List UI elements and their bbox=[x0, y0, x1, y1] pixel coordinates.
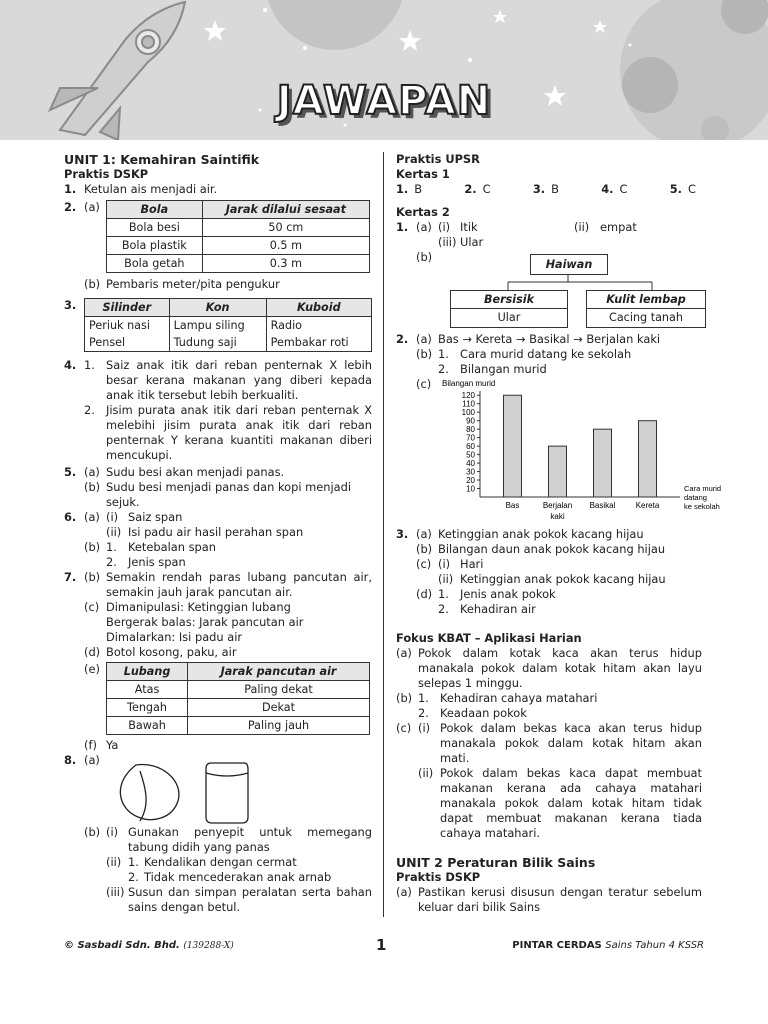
k2-q3d-1: (d) 1. Jenis anak pokok bbox=[416, 587, 556, 601]
bar-chart-svg bbox=[438, 377, 728, 537]
bar bbox=[549, 446, 567, 497]
x-tick-label: Basikal bbox=[589, 501, 616, 510]
x-axis-label: Cara murid bbox=[684, 484, 722, 493]
y-axis-label: Bilangan murid bbox=[442, 379, 496, 388]
y-tick-label: 70 bbox=[466, 433, 475, 443]
y-tick-label: 80 bbox=[466, 425, 475, 435]
k2-q2c: (c) Bilangan murid 10 20 30 40 50 60 70 80 90 100 110 120 Bas Berjalan kaki Basikal Kereta Cara murid datang ke sekolah bbox=[396, 377, 702, 527]
q7e: (e) Lubang Jarak pancutan air Atas Paling dekat Tengah Dekat Bawah Paling jauh bbox=[64, 662, 372, 735]
q8b-ii-2: 2. Tidak mencederakan anak arnab bbox=[128, 870, 332, 884]
kbat-b-2: 2. Keadaan pokok bbox=[418, 706, 527, 720]
mcq-answer: 2. C bbox=[464, 182, 491, 196]
q3-table bbox=[84, 298, 372, 352]
y-tick-label: 120 bbox=[461, 391, 475, 401]
k2-q1a-iii: (iii) Ular bbox=[438, 235, 484, 249]
table-row: Periuk nasi Lampu siling Radio bbox=[85, 317, 372, 335]
q6a-ii: (ii) Isi padu air hasil perahan span bbox=[106, 525, 304, 539]
q8b-ii-1: (ii) 1. Kendalikan dengan cermat bbox=[106, 855, 297, 869]
tree-branch-left: Bersisik Ular bbox=[450, 290, 568, 328]
x-tick-label: Kereta bbox=[635, 501, 660, 510]
q7f: (f) Ya bbox=[84, 738, 119, 752]
can-icon bbox=[206, 763, 248, 823]
q3: 3. Silinder Kon Kuboid Periuk nasi Lampu siling Radio Pensel Tudung saji Pembakar roti bbox=[64, 298, 372, 352]
classification-tree bbox=[442, 250, 702, 330]
y-tick-label: 60 bbox=[466, 442, 475, 452]
y-tick-label: 50 bbox=[466, 450, 475, 460]
table-row: Tengah Dekat bbox=[107, 699, 370, 717]
k2-q2b-2: 2. Bilangan murid bbox=[438, 362, 547, 376]
x-tick-label: Berjalan bbox=[542, 501, 573, 510]
table-row: Atas Paling dekat bbox=[107, 681, 370, 699]
mcq-answer: 5. C bbox=[669, 182, 696, 196]
q8-drawings bbox=[106, 753, 346, 825]
q2b: (b) Pembaris meter/pita pengukur bbox=[84, 277, 280, 291]
bar bbox=[504, 395, 522, 497]
k2-q3c-i: (c) (i) Hari bbox=[416, 557, 484, 571]
kbat-heading: Fokus KBAT – Aplikasi Harian bbox=[396, 631, 582, 645]
praktis-dskp-heading: Praktis DSKP bbox=[64, 167, 149, 181]
bar-chart bbox=[438, 377, 728, 527]
q5b: (b) Sudu besi menjadi panas dan kopi menjadi sejuk. bbox=[84, 480, 352, 509]
kbat-c-i: (c) (i) Pokok dalam bekas kaca akan terus hidup manakala pokok dalam kotak hitam akan mati. bbox=[396, 721, 702, 765]
q6a-i: 6. (a) (i) Saiz span bbox=[64, 510, 183, 524]
table-row: Bola getah 0.3 m bbox=[107, 255, 370, 273]
page-footer bbox=[64, 936, 704, 956]
q2-table bbox=[106, 200, 370, 273]
q4-1: 4. 1. Saiz anak itik dari reban penternak X lebih besar kerana makanan yang diberi kepada anak itik tersebut lebih berkualiti. bbox=[64, 358, 372, 402]
k2-q3d-2: 2. Kehadiran air bbox=[438, 602, 536, 616]
k2-q2a: 2. (a) Bas → Kereta → Basikal → Berjalan kaki bbox=[396, 332, 661, 346]
q8b-i: (b) (i) Gunakan penyepit untuk memegang tabung didih yang panas bbox=[84, 825, 372, 854]
page-title: JAWAPAN bbox=[276, 78, 492, 124]
leaf-icon bbox=[120, 764, 179, 821]
y-tick-label: 10 bbox=[466, 484, 475, 494]
right-column bbox=[396, 152, 722, 915]
q1: 1. Ketulan ais menjadi air. bbox=[64, 182, 218, 196]
q4-2: 2. Jisim purata anak itik dari reban penternak X melebihi jisim purata anak itik dari reban penternak Y kerana kuantiti makanan diberi mencukupi. bbox=[84, 403, 372, 462]
table-header: Lubang bbox=[107, 663, 188, 681]
q2: 2. (a) Bola Jarak dilalui sesaat Bola besi 50 cm Bola plastik 0.5 m Bola getah 0.3 m bbox=[64, 200, 372, 273]
mcq-answer: 3. B bbox=[532, 182, 559, 196]
q8b-iii: (iii) Susun dan simpan peralatan serta bahan sains dengan betul. bbox=[106, 885, 372, 914]
k2-q2b-1: (b) 1. Cara murid datang ke sekolah bbox=[416, 347, 632, 361]
x-axis-label: ke sekolah bbox=[684, 502, 720, 511]
kbat-a: (a) Pokok dalam kotak kaca akan terus hidup manakala pokok dalam kotak hitam akan layu selepas 1 minggu. bbox=[396, 646, 702, 690]
footer-book-title: PINTAR CERDAS Sains Tahun 4 KSSR bbox=[512, 940, 704, 951]
unit2-a: (a) Pastikan kerusi disusun dengan teratur sebelum keluar dari bilik Sains bbox=[396, 885, 702, 914]
kertas2-heading: Kertas 2 bbox=[396, 205, 450, 219]
kbat-c-ii: (ii) Pokok dalam bekas kaca dapat membuat makanan kerana ada cahaya matahari manakala pokok dalam kotak hitam tidak dapat membuat makanan kerana tiada cahaya matahari. bbox=[418, 766, 702, 840]
q8a: 8. (a) bbox=[64, 753, 372, 825]
y-tick-label: 20 bbox=[466, 476, 475, 486]
x-axis-label: datang bbox=[684, 493, 707, 502]
praktis-upsr-heading: Praktis UPSR bbox=[396, 152, 480, 166]
q7c: (c) Dimanipulasi: Ketinggian lubang Bergerak balas: Jarak pancutan air Dimalarkan: Isi padu air bbox=[84, 600, 304, 644]
bar bbox=[639, 421, 657, 497]
x-tick-label: Bas bbox=[505, 501, 520, 510]
unit2-title: UNIT 2 Peraturan Bilik Sains bbox=[396, 855, 596, 870]
mcq-answer: 1. B bbox=[396, 182, 423, 196]
header-banner bbox=[0, 0, 768, 140]
tree-branch-right: Kulit lembap Cacing tanah bbox=[586, 290, 706, 328]
q7-table bbox=[106, 662, 370, 735]
table-header: Jarak dilalui sesaat bbox=[202, 201, 369, 219]
left-column bbox=[64, 152, 372, 915]
k2-q3a: 3. (a) Ketinggian anak pokok kacang hijau bbox=[396, 527, 644, 541]
footer-copyright: © Sasbadi Sdn. Bhd. (139288-X) bbox=[64, 940, 234, 951]
k2-q1b: (b) Haiwan Bersisik Ular Kulit lembap Cacing tanah bbox=[396, 250, 702, 330]
mcq-answer: 4. C bbox=[601, 182, 628, 196]
table-row: Pensel Tudung saji Pembakar roti bbox=[85, 334, 372, 352]
kertas1-answers bbox=[396, 182, 696, 197]
kbat-b-1: (b) 1. Kehadiran cahaya matahari bbox=[396, 691, 598, 705]
k2-q1a: 1. (a) (i) Itik (ii) empat bbox=[396, 220, 637, 234]
q6b-1: (b) 1. Ketebalan span bbox=[84, 540, 216, 554]
q6b-2: 2. Jenis span bbox=[106, 555, 186, 569]
k2-q3b: (b) Bilangan daun anak pokok kacang hijau bbox=[416, 542, 666, 556]
k2-q3c-ii: (ii) Ketinggian anak pokok kacang hijau bbox=[438, 572, 666, 586]
y-tick-label: 90 bbox=[466, 416, 475, 426]
planet-top-center bbox=[265, 0, 405, 50]
unit2-praktis-heading: Praktis DSKP bbox=[396, 870, 481, 884]
q7d: (d) Botol kosong, paku, air bbox=[84, 645, 237, 659]
table-row: Bawah Paling jauh bbox=[107, 717, 370, 735]
bar bbox=[594, 429, 612, 497]
table-header: Jarak pancutan air bbox=[188, 663, 370, 681]
q5a: 5. (a) Sudu besi akan menjadi panas. bbox=[64, 465, 285, 479]
q7b: 7. (b) Semakin rendah paras lubang pancutan air, semakin jauh jarak pancutan air. bbox=[64, 570, 372, 599]
unit1-title: UNIT 1: Kemahiran Saintifik bbox=[64, 152, 260, 167]
table-header: Silinder bbox=[85, 299, 170, 317]
table-header: Bola bbox=[107, 201, 203, 219]
x-tick-label: kaki bbox=[550, 512, 565, 521]
table-header: Kon bbox=[169, 299, 266, 317]
table-row: Bola plastik 0.5 m bbox=[107, 237, 370, 255]
page-number: 1 bbox=[376, 936, 387, 954]
tree-root: Haiwan bbox=[530, 254, 608, 275]
table-row: Bola besi 50 cm bbox=[107, 219, 370, 237]
y-tick-label: 40 bbox=[466, 459, 475, 469]
y-tick-label: 30 bbox=[466, 467, 475, 477]
y-tick-label: 100 bbox=[461, 408, 475, 418]
column-divider bbox=[383, 152, 384, 917]
y-tick-label: 110 bbox=[462, 399, 475, 409]
kertas1-heading: Kertas 1 bbox=[396, 167, 450, 181]
table-header: Kuboid bbox=[266, 299, 371, 317]
